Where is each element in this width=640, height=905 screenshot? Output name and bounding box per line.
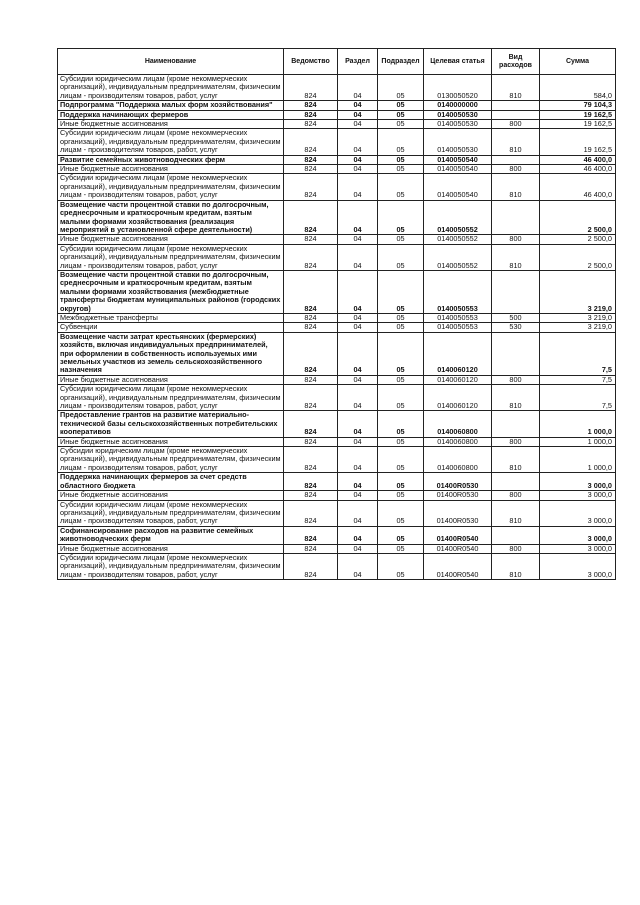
row-name: Поддержка начинающих фермеров xyxy=(58,110,284,119)
row-ved: 824 xyxy=(284,120,338,129)
header-ved: Ведомство xyxy=(284,49,338,75)
row-razdel: 04 xyxy=(338,174,378,200)
row-razdel: 04 xyxy=(338,270,378,313)
row-summa: 2 500,0 xyxy=(540,200,616,235)
row-name: Субсидии юридическим лицам (кроме некоммерческих организаций), индивидуальным предпринимателям, физическим лицам - производителям товаров, работ, услуг xyxy=(58,174,284,200)
row-name: Иные бюджетные ассигнования xyxy=(58,437,284,446)
row-podrazdel: 05 xyxy=(378,437,424,446)
row-razdel: 04 xyxy=(338,101,378,110)
row-razdel: 04 xyxy=(338,165,378,174)
row-cel: 01400R0540 xyxy=(424,553,492,579)
row-summa: 1 000,0 xyxy=(540,437,616,446)
row-name: Иные бюджетные ассигнования xyxy=(58,491,284,500)
row-razdel: 04 xyxy=(338,200,378,235)
row-razdel: 04 xyxy=(338,235,378,244)
row-ved: 824 xyxy=(284,447,338,473)
row-razdel: 04 xyxy=(338,544,378,553)
row-name: Иные бюджетные ассигнования xyxy=(58,165,284,174)
row-vid xyxy=(492,473,540,491)
table-row xyxy=(58,385,616,411)
row-podrazdel: 05 xyxy=(378,473,424,491)
table-row xyxy=(58,101,616,110)
row-vid: 810 xyxy=(492,500,540,526)
row-cel: 01400R0540 xyxy=(424,526,492,544)
row-razdel: 04 xyxy=(338,332,378,375)
row-summa: 7,5 xyxy=(540,375,616,384)
row-name: Субсидии юридическим лицам (кроме некоммерческих организаций), индивидуальным предпринимателям, физическим лицам - производителям товаров, работ, услуг xyxy=(58,244,284,270)
row-vid: 810 xyxy=(492,129,540,155)
row-vid: 800 xyxy=(492,235,540,244)
row-name: Субсидии юридическим лицам (кроме некоммерческих организаций), индивидуальным предпринимателям, физическим лицам - производителям товаров, работ, услуг xyxy=(58,385,284,411)
row-summa: 1 000,0 xyxy=(540,411,616,437)
row-ved: 824 xyxy=(284,155,338,164)
row-cel: 01400R0540 xyxy=(424,544,492,553)
row-summa: 7,5 xyxy=(540,332,616,375)
row-podrazdel: 05 xyxy=(378,235,424,244)
row-ved: 824 xyxy=(284,200,338,235)
row-podrazdel: 05 xyxy=(378,332,424,375)
row-summa: 3 000,0 xyxy=(540,473,616,491)
row-ved: 824 xyxy=(284,270,338,313)
row-name: Возмещение части затрат крестьянских (фермерских) хозяйств, включая индивидуальных предпринимателей, при оформлении в собственность используемых ими земельных участков из земель сельскохозяйственного назначения xyxy=(58,332,284,375)
row-cel: 0140050540 xyxy=(424,174,492,200)
row-summa: 46 400,0 xyxy=(540,155,616,164)
table-row xyxy=(58,323,616,332)
row-cel: 0140050530 xyxy=(424,120,492,129)
row-vid: 810 xyxy=(492,244,540,270)
row-podrazdel: 05 xyxy=(378,174,424,200)
row-vid: 800 xyxy=(492,120,540,129)
table-body xyxy=(58,75,616,580)
row-razdel: 04 xyxy=(338,411,378,437)
row-razdel: 04 xyxy=(338,129,378,155)
row-podrazdel: 05 xyxy=(378,411,424,437)
row-razdel: 04 xyxy=(338,385,378,411)
row-ved: 824 xyxy=(284,411,338,437)
row-summa: 7,5 xyxy=(540,385,616,411)
row-podrazdel: 05 xyxy=(378,385,424,411)
row-ved: 824 xyxy=(284,129,338,155)
row-summa: 1 000,0 xyxy=(540,447,616,473)
row-ved: 824 xyxy=(284,526,338,544)
row-summa: 584,0 xyxy=(540,75,616,101)
table-row xyxy=(58,155,616,164)
header-podrazdel: Подраздел xyxy=(378,49,424,75)
row-vid xyxy=(492,526,540,544)
row-ved: 824 xyxy=(284,385,338,411)
row-cel: 0140060800 xyxy=(424,411,492,437)
row-vid: 800 xyxy=(492,165,540,174)
row-vid xyxy=(492,332,540,375)
row-name: Субсидии юридическим лицам (кроме некоммерческих организаций), индивидуальным предпринимателям, физическим лицам - производителям товаров, работ, услуг xyxy=(58,447,284,473)
row-vid xyxy=(492,155,540,164)
row-ved: 824 xyxy=(284,174,338,200)
row-ved: 824 xyxy=(284,165,338,174)
row-ved: 824 xyxy=(284,437,338,446)
row-ved: 824 xyxy=(284,110,338,119)
row-vid xyxy=(492,101,540,110)
row-cel: 0140050552 xyxy=(424,235,492,244)
row-ved: 824 xyxy=(284,75,338,101)
row-cel: 0140000000 xyxy=(424,101,492,110)
row-summa: 19 162,5 xyxy=(540,129,616,155)
row-razdel: 04 xyxy=(338,447,378,473)
row-vid: 810 xyxy=(492,447,540,473)
row-podrazdel: 05 xyxy=(378,375,424,384)
row-cel: 0140050540 xyxy=(424,155,492,164)
header-razdel: Раздел xyxy=(338,49,378,75)
row-summa: 19 162,5 xyxy=(540,110,616,119)
budget-table-page xyxy=(57,48,615,580)
row-cel: 01400R0530 xyxy=(424,473,492,491)
row-podrazdel: 05 xyxy=(378,101,424,110)
row-razdel: 04 xyxy=(338,437,378,446)
row-podrazdel: 05 xyxy=(378,313,424,322)
table-row xyxy=(58,200,616,235)
row-name: Субсидии юридическим лицам (кроме некоммерческих организаций), индивидуальным предпринимателям, физическим лицам - производителям товаров, работ, услуг xyxy=(58,553,284,579)
row-vid: 810 xyxy=(492,75,540,101)
row-summa: 3 219,0 xyxy=(540,270,616,313)
table-row xyxy=(58,313,616,322)
row-razdel: 04 xyxy=(338,155,378,164)
row-razdel: 04 xyxy=(338,491,378,500)
row-name: Возмещение части процентной ставки по долгосрочным, среднесрочным и краткосрочным кредитам, взятым малыми формами хозяйствования (реализация мероприятий в установленной сфере деятельности) xyxy=(58,200,284,235)
table-row xyxy=(58,75,616,101)
table-row xyxy=(58,447,616,473)
row-razdel: 04 xyxy=(338,120,378,129)
table-row xyxy=(58,491,616,500)
row-name: Субвенции xyxy=(58,323,284,332)
row-podrazdel: 05 xyxy=(378,491,424,500)
header-name: Наименование xyxy=(58,49,284,75)
row-vid: 810 xyxy=(492,385,540,411)
header-cel: Целевая статья xyxy=(424,49,492,75)
row-name: Иные бюджетные ассигнования xyxy=(58,375,284,384)
row-ved: 824 xyxy=(284,473,338,491)
row-ved: 824 xyxy=(284,101,338,110)
row-ved: 824 xyxy=(284,491,338,500)
row-razdel: 04 xyxy=(338,553,378,579)
table-row xyxy=(58,270,616,313)
row-cel: 0140050553 xyxy=(424,313,492,322)
row-name: Софинансирование расходов на развитие семейных животноводческих ферм xyxy=(58,526,284,544)
row-razdel: 04 xyxy=(338,244,378,270)
table-row xyxy=(58,129,616,155)
row-cel: 0140060120 xyxy=(424,385,492,411)
row-vid xyxy=(492,110,540,119)
row-vid: 530 xyxy=(492,323,540,332)
row-ved: 824 xyxy=(284,375,338,384)
row-vid: 800 xyxy=(492,437,540,446)
row-name: Возмещение части процентной ставки по долгосрочным, среднесрочным и краткосрочным кредитам, взятым малыми формами хозяйствования (межбюджетные трансферты бюджетам муниципальных районов (городских округов) xyxy=(58,270,284,313)
row-vid: 810 xyxy=(492,553,540,579)
row-vid: 800 xyxy=(492,544,540,553)
row-podrazdel: 05 xyxy=(378,544,424,553)
row-ved: 824 xyxy=(284,313,338,322)
row-name: Субсидии юридическим лицам (кроме некоммерческих организаций), индивидуальным предпринимателям, физическим лицам - производителям товаров, работ, услуг xyxy=(58,500,284,526)
row-razdel: 04 xyxy=(338,526,378,544)
row-cel: 0140050540 xyxy=(424,165,492,174)
row-cel: 0140060120 xyxy=(424,332,492,375)
row-cel: 0140050552 xyxy=(424,200,492,235)
row-summa: 3 000,0 xyxy=(540,544,616,553)
budget-table xyxy=(57,48,616,580)
row-name: Иные бюджетные ассигнования xyxy=(58,120,284,129)
row-ved: 824 xyxy=(284,553,338,579)
row-summa: 79 104,3 xyxy=(540,101,616,110)
row-razdel: 04 xyxy=(338,313,378,322)
row-podrazdel: 05 xyxy=(378,447,424,473)
row-podrazdel: 05 xyxy=(378,165,424,174)
row-ved: 824 xyxy=(284,544,338,553)
row-vid: 500 xyxy=(492,313,540,322)
row-cel: 01400R0530 xyxy=(424,491,492,500)
row-podrazdel: 05 xyxy=(378,75,424,101)
row-podrazdel: 05 xyxy=(378,500,424,526)
row-podrazdel: 05 xyxy=(378,155,424,164)
row-name: Предоставление грантов на развитие материально-технической базы сельскохозяйственных потребительских кооперативов xyxy=(58,411,284,437)
row-ved: 824 xyxy=(284,235,338,244)
row-ved: 824 xyxy=(284,323,338,332)
row-cel: 0140050553 xyxy=(424,270,492,313)
row-vid xyxy=(492,411,540,437)
row-podrazdel: 05 xyxy=(378,553,424,579)
row-podrazdel: 05 xyxy=(378,270,424,313)
row-podrazdel: 05 xyxy=(378,129,424,155)
row-summa: 19 162,5 xyxy=(540,120,616,129)
table-row xyxy=(58,174,616,200)
row-podrazdel: 05 xyxy=(378,244,424,270)
header-summa: Сумма xyxy=(540,49,616,75)
row-summa: 3 219,0 xyxy=(540,313,616,322)
row-summa: 2 500,0 xyxy=(540,235,616,244)
row-summa: 2 500,0 xyxy=(540,244,616,270)
row-summa: 3 000,0 xyxy=(540,526,616,544)
row-cel: 0140050530 xyxy=(424,129,492,155)
row-cel: 0140060120 xyxy=(424,375,492,384)
table-row xyxy=(58,553,616,579)
row-razdel: 04 xyxy=(338,323,378,332)
row-summa: 46 400,0 xyxy=(540,174,616,200)
row-summa: 3 000,0 xyxy=(540,553,616,579)
table-row xyxy=(58,120,616,129)
row-cel: 0140050552 xyxy=(424,244,492,270)
table-row xyxy=(58,332,616,375)
table-row xyxy=(58,473,616,491)
table-row xyxy=(58,411,616,437)
table-row xyxy=(58,375,616,384)
header-vid: Вид расходов xyxy=(492,49,540,75)
row-vid: 800 xyxy=(492,491,540,500)
row-vid xyxy=(492,200,540,235)
table-row xyxy=(58,165,616,174)
row-name: Подпрограмма "Поддержка малых форм хозяйствования" xyxy=(58,101,284,110)
table-row xyxy=(58,544,616,553)
row-cel: 01400R0530 xyxy=(424,500,492,526)
row-ved: 824 xyxy=(284,332,338,375)
row-vid xyxy=(492,270,540,313)
table-row xyxy=(58,500,616,526)
row-name: Межбюджетные трансферты xyxy=(58,313,284,322)
row-name: Субсидии юридическим лицам (кроме некоммерческих организаций), индивидуальным предпринимателям, физическим лицам - производителям товаров, работ, услуг xyxy=(58,75,284,101)
row-cel: 0140060800 xyxy=(424,437,492,446)
table-header-row xyxy=(58,49,616,75)
row-razdel: 04 xyxy=(338,375,378,384)
row-name: Субсидии юридическим лицам (кроме некоммерческих организаций), индивидуальным предпринимателям, физическим лицам - производителям товаров, работ, услуг xyxy=(58,129,284,155)
row-podrazdel: 05 xyxy=(378,200,424,235)
row-name: Иные бюджетные ассигнования xyxy=(58,235,284,244)
row-razdel: 04 xyxy=(338,110,378,119)
row-podrazdel: 05 xyxy=(378,526,424,544)
row-cel: 0140060800 xyxy=(424,447,492,473)
row-ved: 824 xyxy=(284,500,338,526)
row-ved: 824 xyxy=(284,244,338,270)
row-razdel: 04 xyxy=(338,473,378,491)
row-cel: 0140050553 xyxy=(424,323,492,332)
row-summa: 46 400,0 xyxy=(540,165,616,174)
row-name: Развитие семейных животноводческих ферм xyxy=(58,155,284,164)
row-vid: 810 xyxy=(492,174,540,200)
row-summa: 3 000,0 xyxy=(540,491,616,500)
row-podrazdel: 05 xyxy=(378,120,424,129)
row-razdel: 04 xyxy=(338,500,378,526)
table-row xyxy=(58,110,616,119)
table-row xyxy=(58,235,616,244)
row-razdel: 04 xyxy=(338,75,378,101)
row-summa: 3 219,0 xyxy=(540,323,616,332)
table-row xyxy=(58,437,616,446)
row-vid: 800 xyxy=(492,375,540,384)
table-row xyxy=(58,244,616,270)
row-podrazdel: 05 xyxy=(378,110,424,119)
row-name: Поддержка начинающих фермеров за счет средств областного бюджета xyxy=(58,473,284,491)
row-cel: 0130050520 xyxy=(424,75,492,101)
row-summa: 3 000,0 xyxy=(540,500,616,526)
table-row xyxy=(58,526,616,544)
row-name: Иные бюджетные ассигнования xyxy=(58,544,284,553)
row-podrazdel: 05 xyxy=(378,323,424,332)
row-cel: 0140050530 xyxy=(424,110,492,119)
